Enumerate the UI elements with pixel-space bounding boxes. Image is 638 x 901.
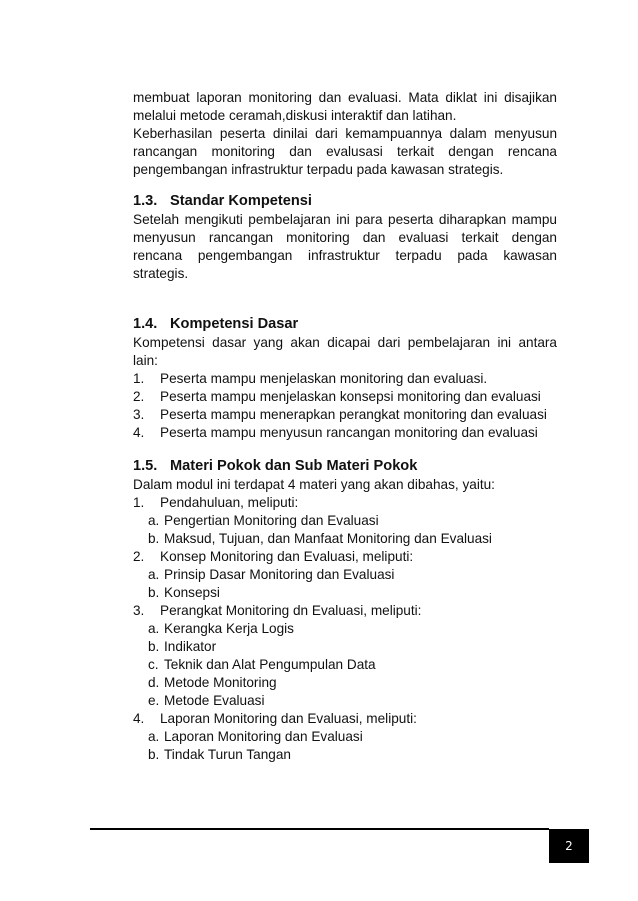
page-content	[133, 89, 557, 764]
sub-list-letter: b.	[148, 585, 160, 600]
list-number: 3.	[133, 603, 145, 618]
intro-para2-line3: pengembangan infrastruktur terpadu pada kawasan strategis.	[133, 162, 504, 177]
sub-list-text: Maksud, Tujuan, dan Manfaat Monitoring dan Evaluasi	[164, 531, 492, 546]
list-text: Peserta mampu menjelaskan monitoring dan evaluasi.	[160, 371, 488, 386]
list-number: 1.	[133, 371, 145, 386]
list-text: Peserta mampu menyusun rancangan monitoring dan evaluasi	[160, 425, 538, 440]
sub-list-text: Indikator	[164, 639, 217, 654]
section-title: Kompetensi Dasar	[170, 316, 299, 332]
sub-list-item	[148, 620, 557, 638]
section-number: 1.3.	[133, 193, 158, 209]
list-item	[133, 388, 557, 406]
intro-para1-line2: melalui metode ceramah,diskusi interaktif dan latihan.	[133, 108, 457, 123]
list-text: Peserta mampu menjelaskan konsepsi monitoring dan evaluasi	[160, 389, 541, 404]
sub-list-item	[148, 530, 557, 548]
sub-list-letter: a.	[148, 567, 160, 582]
sub-list-letter: b.	[148, 747, 160, 762]
materi-list	[133, 494, 557, 764]
sub-list	[133, 512, 557, 548]
section-title: Standar Kompetensi	[170, 193, 312, 209]
sub-list-item	[148, 584, 557, 602]
section-1-3-heading	[133, 191, 557, 211]
list-number: 3.	[133, 407, 145, 422]
sub-list-letter: e.	[148, 693, 160, 708]
sub-list-item	[148, 674, 557, 692]
list-item	[133, 548, 557, 602]
sub-list-letter: a.	[148, 729, 160, 744]
sub-list-letter: b.	[148, 639, 160, 654]
intro-para1-line1: membuat laporan monitoring dan evaluasi. Mata diklat ini disajikan	[133, 90, 557, 105]
section-1-4-heading	[133, 314, 557, 334]
list-text: Peserta mampu menerapkan perangkat monitoring dan evaluasi	[160, 407, 547, 422]
sub-list-text: Tindak Turun Tangan	[164, 747, 291, 762]
sub-list-item	[148, 692, 557, 710]
section-1-4-intro-line2: lain:	[133, 353, 158, 368]
sub-list-item	[148, 656, 557, 674]
list-item	[133, 494, 557, 548]
sub-list-text: Teknik dan Alat Pengumpulan Data	[164, 657, 376, 672]
list-item	[133, 424, 557, 442]
kompetensi-list	[133, 370, 557, 442]
sub-list-item	[148, 638, 557, 656]
sub-list-text: Konsepsi	[164, 585, 220, 600]
sub-list-text: Metode Monitoring	[164, 675, 277, 690]
list-number: 2.	[133, 549, 145, 564]
page-number-box	[549, 829, 589, 863]
list-item	[133, 370, 557, 388]
section-1-4-intro-line1: Kompetensi dasar yang akan dicapai dari pembelajaran ini antara	[133, 335, 557, 350]
section-1-3-line2: menyusun rancangan monitoring dan evaluasi terkait dengan	[133, 230, 557, 245]
intro-para2-line2: rancangan monitoring dan evalusasi terkait dengan rencana	[133, 144, 557, 159]
footer-divider	[90, 828, 549, 830]
list-item	[133, 710, 557, 764]
sub-list-text: Laporan Monitoring dan Evaluasi	[164, 729, 363, 744]
sub-list-text: Metode Evaluasi	[164, 693, 265, 708]
list-text: Laporan Monitoring dan Evaluasi, meliputi:	[160, 711, 417, 726]
list-number: 1.	[133, 495, 145, 510]
sub-list-letter: b.	[148, 531, 160, 546]
sub-list-letter: c.	[148, 657, 159, 672]
sub-list-text: Pengertian Monitoring dan Evaluasi	[164, 513, 379, 528]
page-number: 2	[565, 839, 573, 853]
sub-list-item	[148, 746, 557, 764]
list-number: 4.	[133, 711, 145, 726]
section-1-3-line4: strategis.	[133, 266, 189, 281]
section-number: 1.5.	[133, 458, 158, 474]
sub-list-letter: a.	[148, 513, 160, 528]
list-text: Konsep Monitoring dan Evaluasi, meliputi:	[160, 549, 414, 564]
sub-list-item	[148, 728, 557, 746]
sub-list-letter: a.	[148, 621, 160, 636]
sub-list-item	[148, 512, 557, 530]
sub-list-item	[148, 566, 557, 584]
section-1-3-line1: Setelah mengikuti pembelajaran ini para peserta diharapkan mampu	[133, 212, 557, 227]
list-item	[133, 406, 557, 424]
list-number: 4.	[133, 425, 145, 440]
section-1-5-intro: Dalam modul ini terdapat 4 materi yang akan dibahas, yaitu:	[133, 477, 495, 492]
sub-list	[133, 728, 557, 764]
section-number: 1.4.	[133, 316, 158, 332]
list-number: 2.	[133, 389, 145, 404]
sub-list-text: Prinsip Dasar Monitoring dan Evaluasi	[164, 567, 395, 582]
intro-para2-line1: Keberhasilan peserta dinilai dari kemampuannya dalam menyusun	[133, 126, 557, 141]
sub-list-text: Kerangka Kerja Logis	[164, 621, 294, 636]
sub-list	[133, 620, 557, 710]
section-1-5-heading	[133, 456, 557, 476]
list-text: Pendahuluan, meliputi:	[160, 495, 299, 510]
sub-list-letter: d.	[148, 675, 160, 690]
list-text: Perangkat Monitoring dn Evaluasi, meliputi:	[160, 603, 422, 618]
list-item	[133, 602, 557, 710]
sub-list	[133, 566, 557, 602]
section-title: Materi Pokok dan Sub Materi Pokok	[170, 458, 418, 474]
section-1-3-line3: rencana pengembangan infrastruktur terpadu pada kawasan	[133, 248, 557, 263]
